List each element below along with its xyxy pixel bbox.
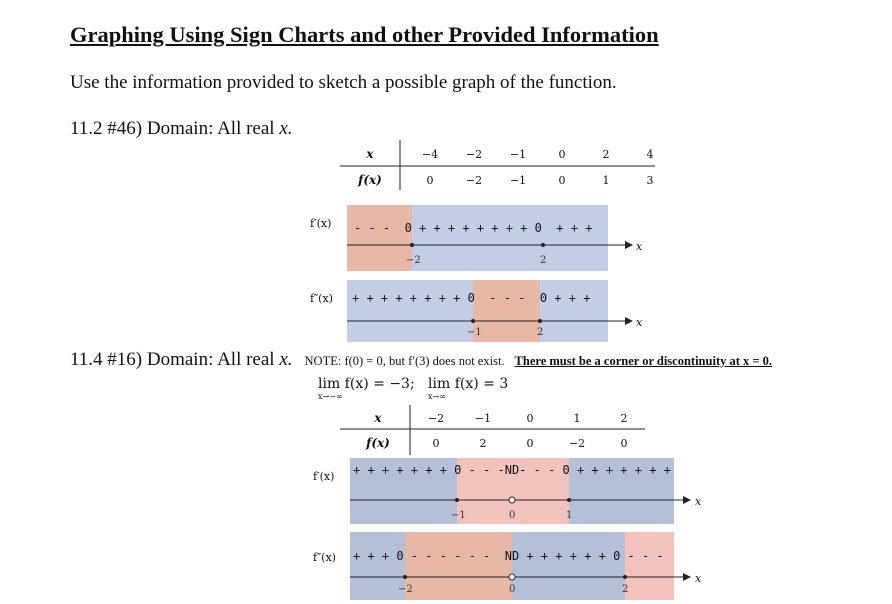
problem2-var: x. (279, 349, 293, 370)
p2-fdouble-label: f″(x) (313, 551, 336, 564)
p2-fx-cell-3: −2 (568, 437, 586, 450)
p2-fprime-label: f′(x) (313, 470, 335, 483)
p2-fprime-point-a (455, 498, 459, 502)
p1-fx-cell-2: −1 (509, 174, 527, 187)
problem2-table (340, 405, 660, 460)
problem2-label (70, 349, 293, 370)
p2-fx-header: f(x) (366, 436, 390, 450)
p1-fdouble-signs: + + + + + + + + 0 - - - 0 + + + (352, 291, 591, 305)
problem1-fdouble-chart (310, 280, 650, 345)
problem2-heading (70, 349, 772, 371)
limit1-sub: x→−∞ (318, 392, 343, 401)
instructions: Use the information provided to sketch a possible graph of the function. (70, 72, 617, 93)
p2-fdouble-point-c (623, 575, 627, 579)
p1-x-header: x (366, 147, 374, 161)
page-title: Graphing Using Sign Charts and other Provided Information (70, 22, 659, 47)
p2-x-cell-0: −2 (427, 412, 445, 425)
p1-fx-cell-4: 1 (602, 174, 610, 187)
p2-fdouble-neg-region-b (625, 532, 674, 600)
p2-x-cell-1: −1 (474, 412, 492, 425)
problem2-fdouble-chart (313, 532, 708, 602)
p2-fdouble-tick-c: 2 (622, 584, 629, 595)
p2-x-header: x (374, 411, 382, 425)
p1-fdouble-tick-b: 2 (537, 327, 544, 338)
p1-fprime-point-a (410, 243, 414, 247)
p1-x-cell-1: −2 (465, 148, 483, 161)
problem2-limits (318, 376, 509, 401)
p1-fdouble-tick-a: −1 (467, 327, 482, 338)
p1-fdouble-point-a (471, 319, 475, 323)
p1-fdouble-pos-region-b (540, 280, 608, 342)
p2-x-cell-3: 1 (573, 412, 581, 425)
p2-x-cell-2: 0 (526, 412, 534, 425)
p2-fx-cell-1: 2 (479, 437, 487, 450)
p2-fx-cell-0: 0 (432, 437, 440, 450)
p2-fx-cell-2: 0 (526, 437, 534, 450)
p1-fprime-neg-region (347, 205, 412, 271)
p2-fdouble-neg-region-a (405, 532, 512, 600)
p2-fx-cell-4: 0 (620, 437, 628, 450)
p2-fprime-axis-var: x (695, 495, 702, 508)
problem1-label: 11.2 #46) Domain: All real (70, 118, 275, 139)
p1-fx-cell-3: 0 (558, 174, 566, 187)
p1-fdouble-neg-region (473, 280, 540, 342)
p2-fdouble-arrow-icon (683, 573, 691, 581)
limit2-sub: x→∞ (428, 392, 446, 401)
p1-fprime-point-b (541, 243, 545, 247)
p2-fdouble-tick-b: 0 (509, 584, 516, 595)
p2-fdouble-signs: + + + 0 - - - - - - ND + + + + + + 0 - - - (353, 549, 664, 563)
p2-fprime-signs: + + + + + + + 0 - - -ND- - - 0 + + + + + + + (353, 463, 671, 477)
p1-x-cell-0: −4 (421, 148, 439, 161)
p1-fprime-axis-var: x (636, 240, 643, 253)
p1-fdouble-pos-region-a (347, 280, 473, 342)
p1-fdouble-point-b (538, 319, 542, 323)
p2-fprime-point-c (567, 498, 571, 502)
problem2-label-text: 11.4 #16) Domain: All real (70, 349, 275, 370)
p1-x-cell-5: 4 (646, 148, 654, 161)
problem2-must: There must be a corner or discontinuity at x = 0. (514, 354, 773, 368)
p2-fprime-arrow-icon (683, 496, 691, 504)
p2-x-cell-4: 2 (620, 412, 628, 425)
problem1-fprime-chart (310, 205, 650, 275)
p2-fdouble-tick-a: −2 (398, 584, 413, 595)
p1-fx-cell-0: 0 (426, 174, 434, 187)
p2-fprime-tick-c: 1 (566, 510, 573, 521)
p1-fdouble-axis-var: x (636, 316, 643, 329)
p2-fdouble-point-a (403, 575, 407, 579)
p1-x-cell-2: −1 (509, 148, 527, 161)
p2-fdouble-pos-region-b (512, 532, 625, 600)
p1-fprime-arrow-icon (625, 241, 633, 249)
problem1-table (340, 140, 670, 195)
p2-fdouble-axis-var: x (695, 572, 702, 585)
limit-pos-inf (428, 376, 509, 401)
problem1-var: x. (279, 118, 293, 139)
p1-fprime-tick-b: 2 (540, 255, 547, 266)
p2-fdouble-pos-region-a (350, 532, 405, 600)
problem2-fprime-chart (313, 458, 708, 528)
p2-fprime-tick-a: −1 (451, 510, 466, 521)
p1-fx-cell-5: 3 (646, 174, 654, 187)
p1-fdouble-label: f″(x) (310, 292, 333, 305)
limit1-text: lim f(x) = −3; (318, 376, 415, 392)
p1-fprime-tick-a: −2 (406, 255, 421, 266)
problem1-heading (70, 118, 293, 140)
p1-fprime-pos-region (412, 205, 608, 271)
p2-fprime-tick-b: 0 (509, 510, 516, 521)
p1-fx-header: f(x) (358, 173, 382, 187)
p1-fx-cell-1: −2 (465, 174, 483, 187)
p1-fdouble-arrow-icon (625, 317, 633, 325)
p1-x-cell-4: 2 (602, 148, 610, 161)
p2-fdouble-open-point (509, 574, 515, 580)
p1-fprime-signs: - - - 0 + + + + + + + + 0 + + + (354, 221, 593, 235)
problem2-note: NOTE: f(0) = 0, but f′(3) does not exist. (304, 354, 505, 368)
limit-neg-inf (318, 376, 415, 401)
p2-fprime-open-point (509, 497, 515, 503)
limit2-text: lim f(x) = 3 (428, 376, 509, 392)
p1-fprime-label: f′(x) (310, 217, 332, 230)
p1-x-cell-3: 0 (558, 148, 566, 161)
